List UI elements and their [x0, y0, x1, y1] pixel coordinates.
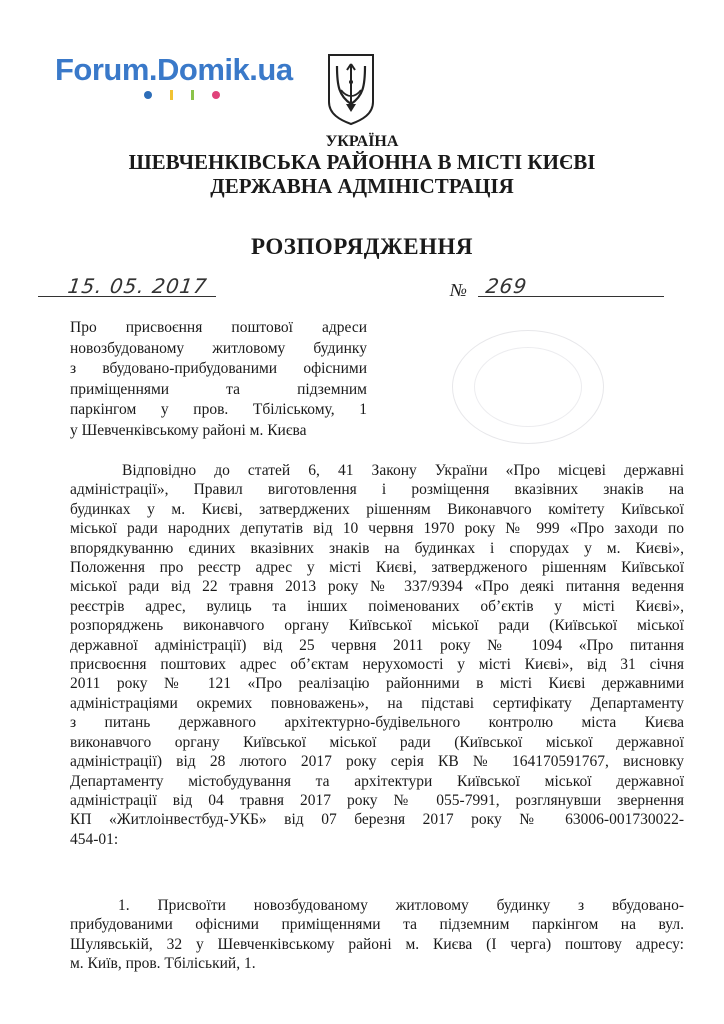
preamble-line: адміністрації», Правил виготовлення і розміщення вказівних знаків на [70, 481, 684, 499]
watermark-dots [144, 90, 220, 100]
preamble-line: реєстрів адрес, вулиць та інших поіменованих об’єктів у місті Києві», [70, 597, 684, 615]
preamble-line: адміністрації від 04 травня 2017 року № 055-7991, розглянувши звернення [70, 791, 684, 809]
preamble-line: розпоряджень виконавчого органу Київської міської ради (Київської міської [70, 617, 684, 635]
preamble-line: Положення про реєстр адрес у місті Києві, затвердженого рішенням Київської [70, 559, 684, 577]
preamble-line: Департаменту містобудування та архітектури Київської міської державної [70, 772, 684, 790]
handwritten-number: 269 [484, 274, 529, 298]
preamble-line: державної адміністрації) від 25 червня 2011 року № 1094 «Про питання [70, 636, 684, 654]
preamble-line: 2011 року № 121 «Про реалізацію районними в місті Києві державними [70, 675, 684, 693]
watermark-logo-text: Forum.Domik.ua [55, 52, 293, 87]
subject-line: Про присвоєння поштової адреси [70, 319, 367, 336]
item-line: 1. Присвоїти новозбудованому житловому будинку з вбудовано- [118, 897, 684, 914]
preamble-line: міської ради народних депутатів від 10 червня 1970 року № 999 «Про заходи по [70, 520, 684, 538]
preamble-paragraph [70, 461, 684, 849]
preamble-line: з питань державного архітектурно-будівельного контролю міста Києва [70, 714, 684, 732]
resolution-item-1 [70, 896, 684, 974]
document-subject [70, 318, 367, 441]
preamble-line: впорядкуванню єдиних вказівних знаків на будинках і спорудах у м. Києві», [70, 539, 684, 557]
number-underline [478, 296, 664, 297]
preamble-line: присвоєння поштових адрес об’єктам нерухомості у місті Києві», від 31 січня [70, 656, 684, 674]
subject-line: з вбудовано-прибудованими офісними [70, 360, 367, 377]
number-label: № [450, 280, 467, 300]
item-line: прибудованими офісними приміщеннями та підземним паркінгом на вул. [70, 916, 684, 934]
watermark-dot-pink [212, 91, 220, 99]
item-line: Шулявській, 32 у Шевченківському районі м. Києва (І черга) поштову адресу: [70, 935, 684, 953]
handwritten-date: 15. 05. 2017 [66, 274, 209, 298]
subject-line: приміщеннями та підземним [70, 380, 367, 398]
preamble-line: адміністраціями окремих повноважень», на підставі сертифікату Департаменту [70, 694, 684, 712]
preamble-line: КП «Житлоінвестбуд-УКБ» від 07 березня 2017 року № 63006-001730022- [70, 811, 684, 829]
preamble-line: Відповідно до статей 6, 41 Закону України «Про місцеві державні [122, 462, 684, 479]
preamble-line: міської ради від 22 травня 2013 року № 337/9394 «Про деякі питання ведення [70, 578, 684, 596]
watermark-bar-yellow [170, 90, 173, 100]
watermark-dot-blue [144, 91, 152, 99]
trident-icon [326, 52, 376, 126]
header-admin-line2: ДЕРЖАВНА АДМІНІСТРАЦІЯ [210, 174, 514, 198]
watermark-bar-green [191, 90, 194, 100]
watermark-logo [55, 52, 293, 88]
preamble-line: 454-01: [70, 830, 119, 848]
item-line: м. Київ, пров. Тбіліський, 1. [70, 955, 256, 973]
preamble-line: адміністрації) від 28 лютого 2017 року серія КВ № 164170591767, висновку [70, 753, 684, 771]
subject-line: паркінгом у пров. Тбіліському, 1 [70, 401, 367, 418]
header-country: УКРАЇНА [325, 133, 399, 150]
subject-line: новозбудованому житловому будинку [70, 339, 367, 357]
preamble-line: будинках у м. Києві, затверджених рішенням Виконавчого комітету Київської [70, 500, 684, 518]
faint-stamp-inner [474, 347, 582, 427]
subject-line: у Шевченківському районі м. Києва [70, 421, 307, 439]
date-underline [38, 296, 216, 297]
preamble-line: виконавчого органу Київської міської ради (Київської міської державної [70, 733, 684, 751]
header-admin-line1: ШЕВЧЕНКІВСЬКА РАЙОННА В МІСТІ КИЄВІ [128, 150, 596, 174]
document-title: РОЗПОРЯДЖЕННЯ [250, 234, 474, 259]
